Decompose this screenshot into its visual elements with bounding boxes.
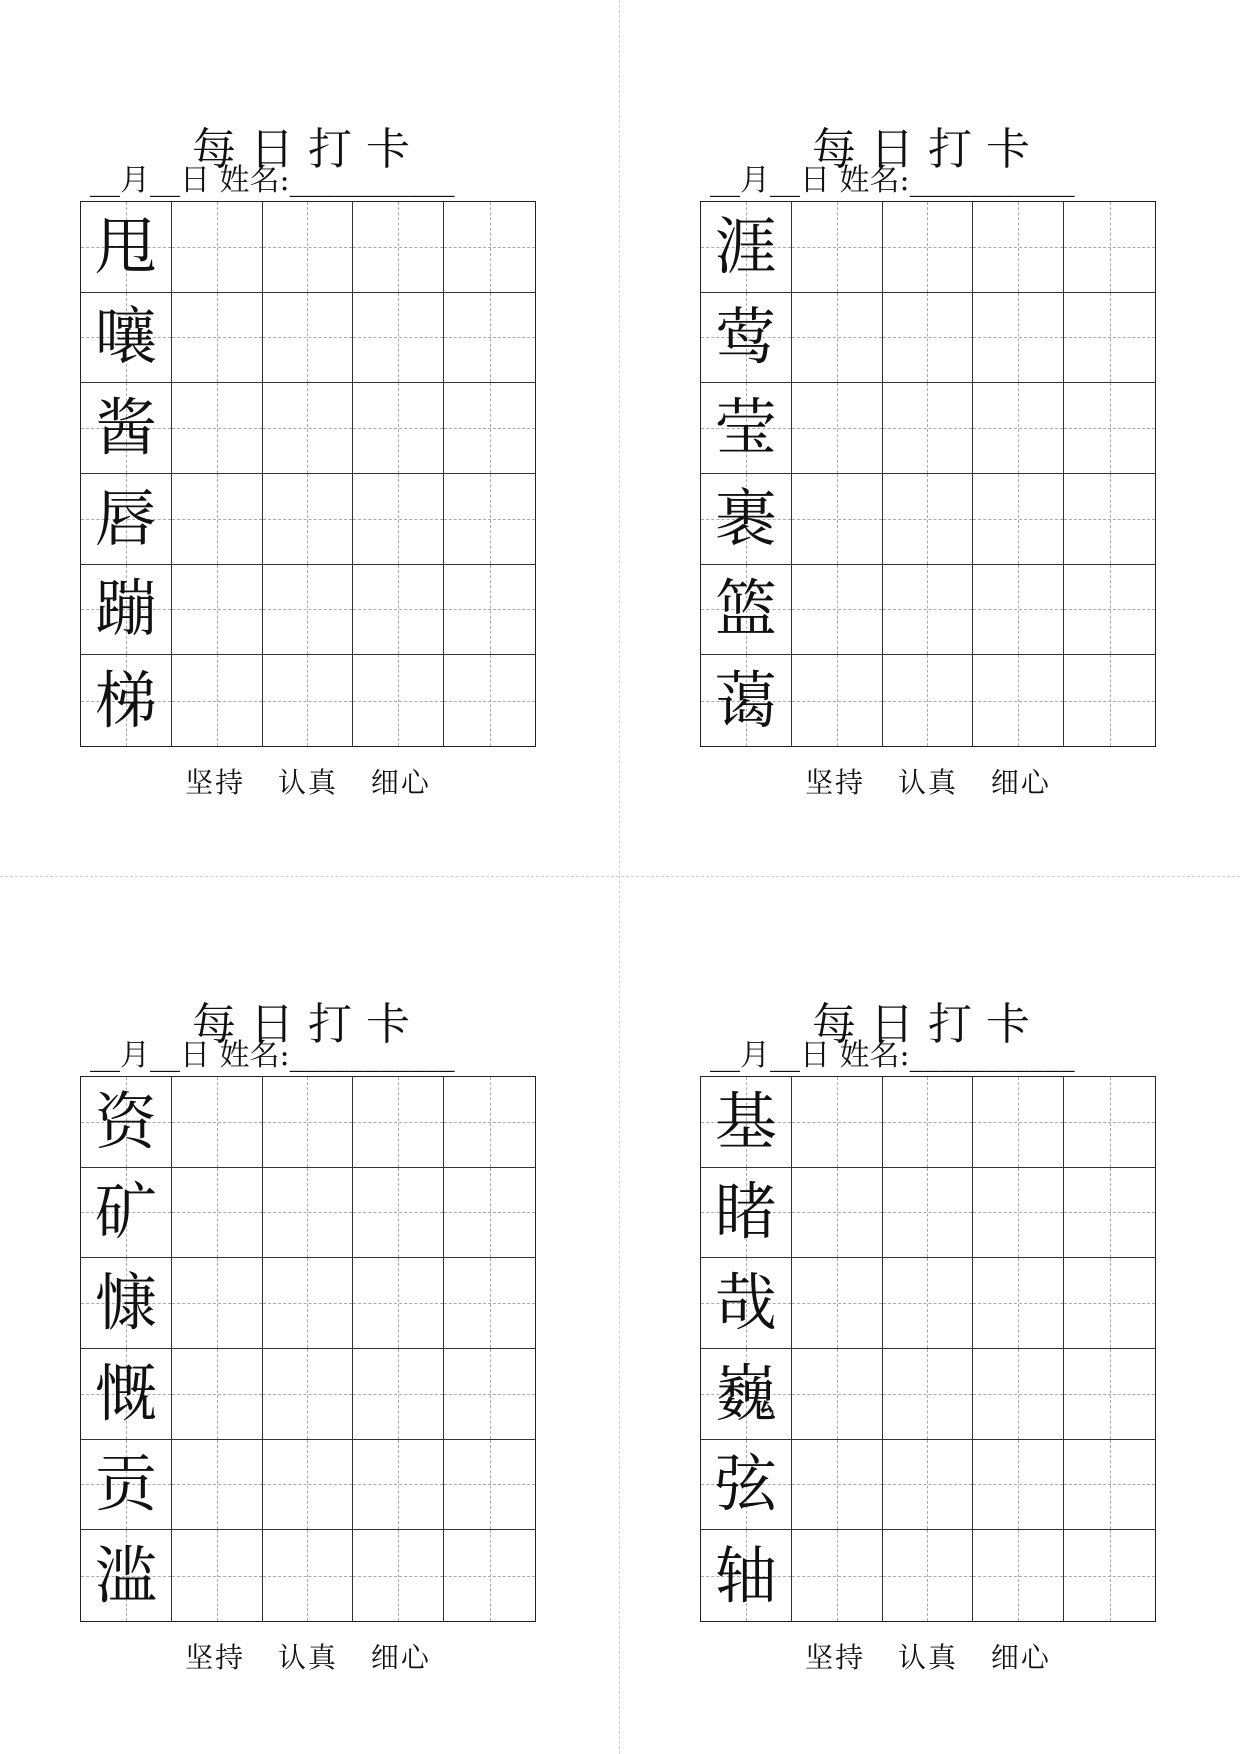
model-character: 篮 [714,572,777,646]
practice-cell[interactable] [792,1258,883,1349]
model-character-cell [701,1077,792,1168]
practice-cell[interactable] [263,1077,354,1168]
practice-cell[interactable] [172,1258,263,1349]
practice-cell[interactable] [172,293,263,384]
practice-cell[interactable] [353,383,444,474]
model-character-cell [701,1530,792,1621]
model-character-cell [81,1349,172,1440]
model-character-cell [81,1440,172,1531]
practice-cell[interactable] [263,1530,354,1621]
practice-cell[interactable] [883,1440,974,1531]
vertical-cut-line [619,0,620,1754]
practice-cell[interactable] [263,1440,354,1531]
practice-cell[interactable] [883,565,974,656]
practice-cell[interactable] [263,383,354,474]
model-character: 酱 [94,391,157,465]
practice-cell[interactable] [792,1349,883,1440]
practice-cell[interactable] [172,1530,263,1621]
practice-cell[interactable] [792,202,883,293]
model-character: 慨 [94,1356,157,1430]
practice-cell[interactable] [444,383,535,474]
practice-cell[interactable] [263,565,354,656]
model-character: 矿 [94,1175,157,1249]
model-character: 嚷 [94,300,157,374]
practice-cell[interactable] [973,1440,1064,1531]
practice-cell[interactable] [792,293,883,384]
practice-cell[interactable] [1064,474,1155,565]
practice-cell[interactable] [792,383,883,474]
practice-cell[interactable] [1064,1440,1155,1531]
practice-cell[interactable] [172,202,263,293]
model-character-cell [81,1077,172,1168]
practice-cell[interactable] [973,1349,1064,1440]
model-character: 唇 [94,481,157,555]
date-name-line: __月__日 姓名:___________ [90,163,455,198]
practice-cell[interactable] [353,1168,444,1259]
model-character: 资 [94,1084,157,1158]
practice-cell[interactable] [172,383,263,474]
practice-cell[interactable] [883,293,974,384]
practice-cell[interactable] [883,474,974,565]
writing-grid [80,201,536,747]
practice-cell[interactable] [883,1168,974,1259]
card-title: 每日打卡 [192,999,424,1050]
model-character: 基 [714,1084,777,1158]
model-character-cell [81,655,172,746]
date-name-line: __月__日 姓名:___________ [710,163,1075,198]
card-title: 每日打卡 [812,999,1044,1050]
practice-cell[interactable] [353,1077,444,1168]
model-character-cell [81,474,172,565]
practice-cell[interactable] [883,1349,974,1440]
practice-cell[interactable] [353,293,444,384]
model-character-cell [81,1168,172,1259]
writing-grid [700,1076,1156,1622]
practice-cell[interactable] [353,1258,444,1349]
practice-cell[interactable] [353,1530,444,1621]
model-character: 蹦 [94,572,157,646]
practice-cell[interactable] [1064,1530,1155,1621]
practice-cell[interactable] [263,1168,354,1259]
practice-cell[interactable] [792,1440,883,1531]
model-character: 贡 [94,1447,157,1521]
date-name-line: __月__日 姓名:___________ [90,1038,455,1073]
practice-cell[interactable] [444,1168,535,1259]
practice-cell[interactable] [1064,1349,1155,1440]
practice-cell[interactable] [792,474,883,565]
practice-cell[interactable] [172,565,263,656]
practice-cell[interactable] [172,1349,263,1440]
card-title: 每日打卡 [812,124,1044,175]
model-character: 甩 [94,209,157,283]
practice-cell[interactable] [353,202,444,293]
practice-cell[interactable] [353,1440,444,1531]
practice-cell[interactable] [444,202,535,293]
model-character-cell [701,474,792,565]
model-character: 轴 [714,1538,777,1612]
practice-cell[interactable] [172,1168,263,1259]
model-character-cell [81,1530,172,1621]
practice-cell[interactable] [883,1258,974,1349]
model-character: 莺 [714,300,777,374]
model-character: 滥 [94,1538,157,1612]
model-character-cell [701,1258,792,1349]
model-character: 梯 [94,663,157,737]
practice-cell[interactable] [172,474,263,565]
model-character-cell [81,565,172,656]
practice-cell[interactable] [883,655,974,746]
model-character: 哉 [714,1266,777,1340]
model-character-cell [81,202,172,293]
practice-cell[interactable] [973,1258,1064,1349]
practice-cell[interactable] [973,293,1064,384]
practice-cell[interactable] [263,474,354,565]
practice-cell[interactable] [1064,1258,1155,1349]
practice-cell[interactable] [444,1530,535,1621]
practice-cell[interactable] [353,565,444,656]
practice-cell[interactable] [792,1530,883,1621]
model-character-cell [701,293,792,384]
practice-cell[interactable] [973,1077,1064,1168]
practice-cell[interactable] [973,1168,1064,1259]
writing-grid [80,1076,536,1622]
model-character-cell [701,655,792,746]
card-motto: 坚持 认真 细心 [805,766,1051,799]
model-character-cell [701,202,792,293]
model-character-cell [701,565,792,656]
practice-cell[interactable] [1064,655,1155,746]
practice-cell[interactable] [353,1349,444,1440]
model-character-cell [701,383,792,474]
model-character-cell [81,383,172,474]
practice-cell[interactable] [1064,1168,1155,1259]
practice-cell[interactable] [973,565,1064,656]
card-motto: 坚持 认真 细心 [805,1641,1051,1674]
practice-cell[interactable] [973,474,1064,565]
card-motto: 坚持 认真 细心 [185,766,431,799]
practice-cell[interactable] [263,1349,354,1440]
model-character: 慷 [94,1266,157,1340]
practice-cell[interactable] [353,474,444,565]
practice-cell[interactable] [973,1530,1064,1621]
practice-cell[interactable] [263,655,354,746]
model-character: 莹 [714,391,777,465]
practice-cell[interactable] [883,1530,974,1621]
model-character-cell [701,1349,792,1440]
practice-cell[interactable] [444,474,535,565]
practice-cell[interactable] [1064,293,1155,384]
practice-cell[interactable] [792,565,883,656]
date-name-line: __月__日 姓名:___________ [710,1038,1075,1073]
practice-cell[interactable] [172,1077,263,1168]
model-character-cell [701,1168,792,1259]
practice-cell[interactable] [792,655,883,746]
practice-cell[interactable] [973,383,1064,474]
practice-cell[interactable] [444,1349,535,1440]
practice-cell[interactable] [444,655,535,746]
practice-cell[interactable] [1064,565,1155,656]
practice-cell[interactable] [263,202,354,293]
model-character-cell [81,1258,172,1349]
practice-cell[interactable] [263,1258,354,1349]
practice-cell[interactable] [444,293,535,384]
horizontal-cut-line [0,876,1240,877]
practice-cell[interactable] [973,202,1064,293]
practice-cell[interactable] [1064,202,1155,293]
writing-grid [700,201,1156,747]
practice-cell[interactable] [883,1077,974,1168]
card-motto: 坚持 认真 细心 [185,1641,431,1674]
practice-cell[interactable] [444,1258,535,1349]
practice-cell[interactable] [172,655,263,746]
practice-cell[interactable] [792,1077,883,1168]
practice-cell[interactable] [263,293,354,384]
practice-cell[interactable] [792,1168,883,1259]
model-character-cell [81,293,172,384]
model-character: 蔼 [714,663,777,737]
card-title: 每日打卡 [192,124,424,175]
practice-cell[interactable] [444,1440,535,1531]
model-character: 巍 [714,1356,777,1430]
model-character-cell [701,1440,792,1531]
practice-cell[interactable] [444,1077,535,1168]
practice-cell[interactable] [1064,383,1155,474]
model-character: 睹 [714,1175,777,1249]
model-character: 弦 [714,1447,777,1521]
practice-cell[interactable] [1064,1077,1155,1168]
practice-cell[interactable] [973,655,1064,746]
model-character: 涯 [714,209,777,283]
practice-cell[interactable] [353,655,444,746]
practice-cell[interactable] [883,383,974,474]
practice-cell[interactable] [883,202,974,293]
practice-cell[interactable] [172,1440,263,1531]
model-character: 裹 [714,481,777,555]
practice-cell[interactable] [444,565,535,656]
